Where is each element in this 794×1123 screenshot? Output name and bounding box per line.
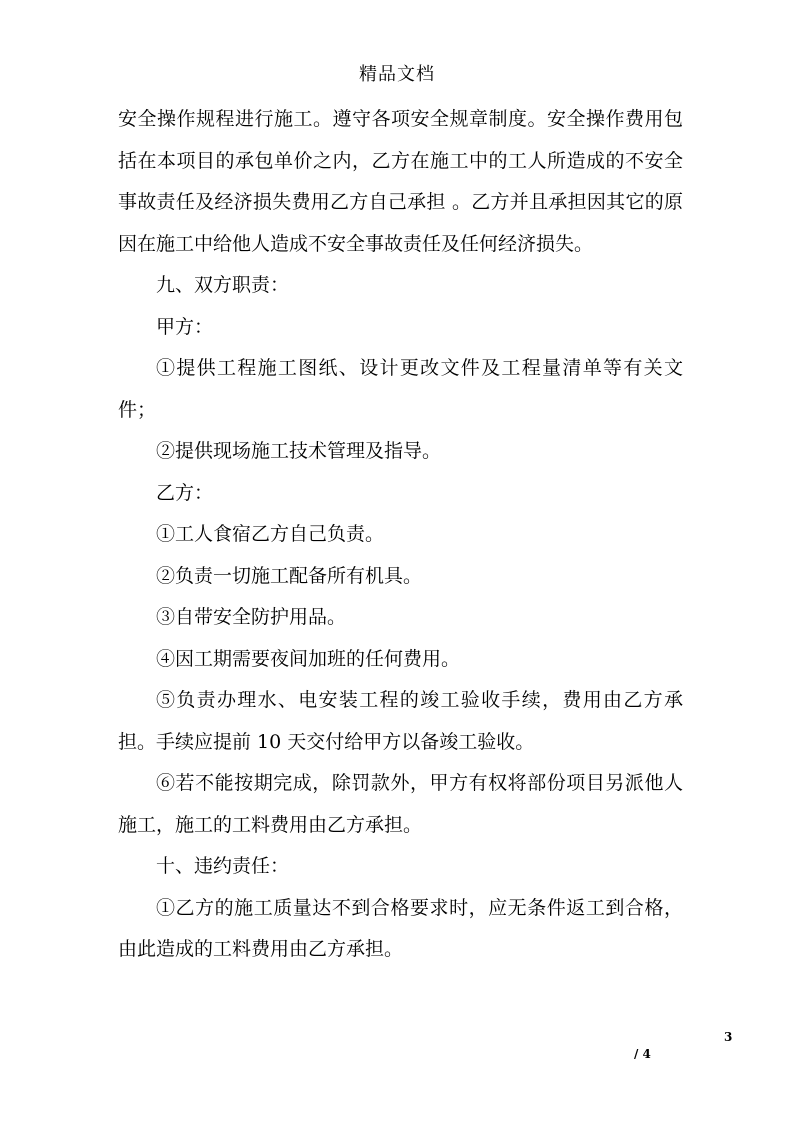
list-item: ⑥若不能按期完成，除罚款外，甲方有权将部份项目另派他人施工，施工的工料费用由乙方承担。 bbox=[118, 772, 683, 836]
page-header-title: 精品文档 bbox=[359, 64, 435, 85]
page-number: 3 bbox=[724, 1030, 733, 1044]
list-item: ①工人食宿乙方自己负责。 bbox=[156, 523, 385, 545]
party-label: 甲方： bbox=[156, 315, 214, 338]
section-heading: 十、违约责任： bbox=[156, 855, 290, 877]
list-item: ②提供现场施工技术管理及指导。 bbox=[156, 440, 442, 462]
list-item: ③自带安全防护用品。 bbox=[156, 606, 347, 628]
paragraph: 安全操作规程进行施工。遵守各项安全规章制度。安全操作费用包括在本项目的承包单价之内，乙方在施工中的工人所造成的不安全事故责任及经济损失费用乙方自己承担 。乙方并且承担因其它的原因在施工中给他人造成不安全事故责任及任何经济损失。 bbox=[118, 108, 683, 255]
list-item: ①提供工程施工图纸、设计更改文件及工程量清单等有关文件； bbox=[118, 357, 683, 421]
list-item: ②负责一切施工配备所有机具。 bbox=[156, 564, 423, 587]
party-label: 乙方： bbox=[156, 481, 214, 504]
list-item: ①乙方的施工质量达不到合格要求时，应无条件返工到合格，由此造成的工料费用由乙方承担。 bbox=[118, 896, 683, 960]
section-heading: 九、双方职责： bbox=[156, 274, 290, 296]
page-total: / 4 bbox=[634, 1047, 651, 1061]
document-body bbox=[118, 99, 683, 971]
list-item: ④因工期需要夜间加班的任何费用。 bbox=[156, 647, 461, 670]
list-item: ⑤负责办理水、电安装工程的竣工验收手续，费用由乙方承担。手续应提前 10 天交付给甲方以备竣工验收。 bbox=[118, 689, 683, 753]
